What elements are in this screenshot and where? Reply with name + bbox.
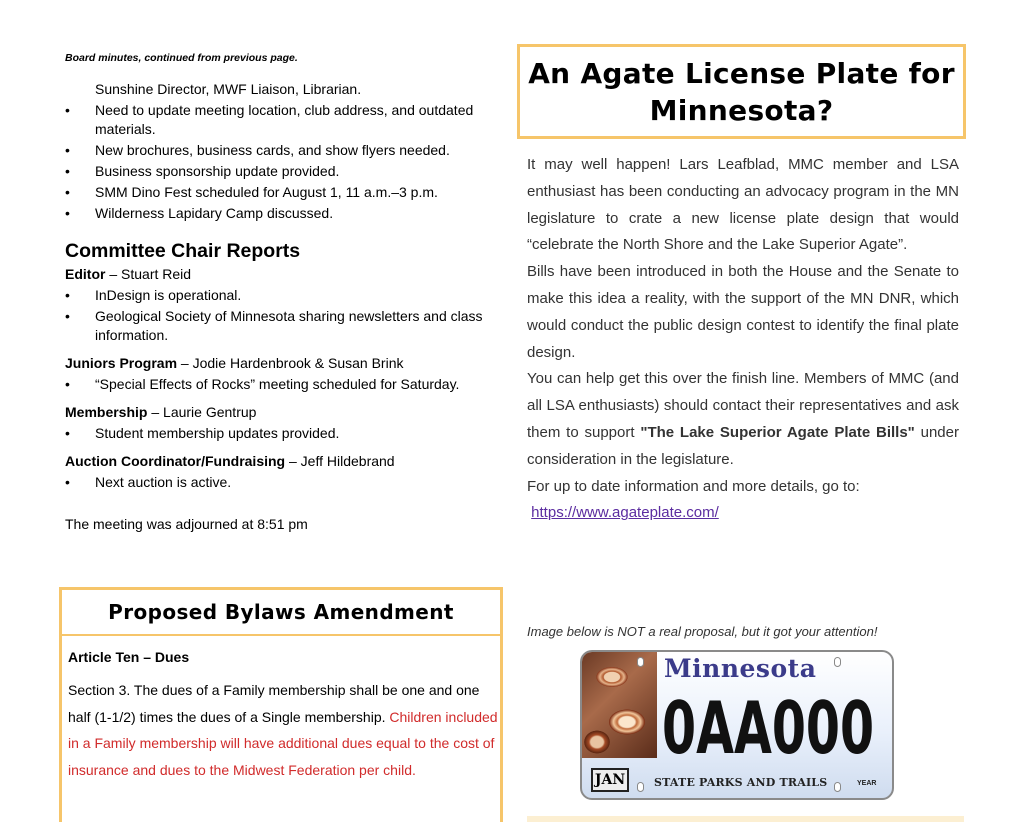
plate-number: 0AA000 — [662, 686, 875, 770]
role-person: – Laurie Gentrup — [147, 404, 257, 420]
auction-line — [65, 452, 505, 471]
list-item: • Next auction is active. — [65, 473, 505, 492]
list-item: • SMM Dino Fest scheduled for August 1, 11 a.m.–3 p.m. — [65, 183, 505, 202]
license-plate-image — [580, 650, 894, 800]
bill-name: "The Lake Superior Agate Plate Bills" — [640, 423, 915, 441]
bolt-hole — [637, 782, 644, 792]
role-person: – Stuart Reid — [105, 266, 192, 282]
list-item: • Business sponsorship update provided. — [65, 162, 505, 181]
list-item: • Wilderness Lapidary Camp discussed. — [65, 204, 505, 223]
membership-bullets — [65, 424, 505, 443]
agate-photo — [582, 652, 657, 758]
juniors-line — [65, 354, 505, 373]
editor-line — [65, 265, 505, 284]
bolt-hole — [834, 657, 841, 667]
continued-line: Sunshine Director, MWF Liaison, Librarian. — [95, 81, 362, 97]
plate-tagline: STATE PARKS AND TRAILS — [654, 776, 828, 789]
paragraph-text: You can help get this over the finish line. Members of MMC (and all LSA enthusiasts) should contact their representatives and ask them to support — [527, 370, 959, 441]
list-item: • InDesign is operational. — [65, 286, 505, 305]
list-item: • “Special Effects of Rocks” meeting scheduled for Saturday. — [65, 375, 505, 394]
board-bullet-list — [65, 101, 505, 223]
agate-title: An Agate License Plate for Minnesota? — [528, 56, 955, 127]
membership-line — [65, 403, 505, 422]
role-label: Auction Coordinator/Fundraising — [65, 453, 286, 469]
paragraph: It may well happen! Lars Leafblad, MMC member and LSA enthusiast has been conducting an advocacy program in the MN legislature to crate a new license plate design that would “celebrate the North Shore and the Lake Superior Agate”. — [527, 156, 959, 254]
committee-heading: Committee Chair Reports — [65, 240, 301, 262]
plate-year-label: YEAR — [857, 780, 877, 787]
list-item: • New brochures, business cards, and show flyers needed. — [65, 141, 505, 160]
agate-title-box — [517, 44, 966, 139]
image-caption: Image below is NOT a real proposal, but it got your attention! — [527, 624, 878, 639]
continued-note: Board minutes, continued from previous page. — [65, 52, 298, 64]
section-text — [68, 677, 498, 783]
plate-state-name: Minnesota — [664, 654, 817, 683]
section-text-red: Children included in a Family membership will have additional dues equal to the cost of insurance and dues to the Midwest Federation per child. — [68, 708, 498, 778]
plate-month-sticker: JAN — [591, 768, 629, 792]
adjourned-note: The meeting was adjourned at 8:51 pm — [65, 516, 308, 532]
role-label: Membership — [65, 404, 148, 420]
bolt-hole — [637, 657, 644, 667]
board-minutes-column — [65, 52, 505, 534]
list-item: • Need to update meeting location, club address, and outdated materials. — [65, 101, 505, 139]
paragraph: Bills have been introduced in both the House and the Senate to make this idea a reality, with the support of the MN DNR, which would conduct the public design contest to identify the final plate design. — [527, 263, 959, 361]
agate-article — [527, 152, 959, 527]
list-item: • Geological Society of Minnesota sharing newsletters and class information. — [65, 307, 505, 345]
link-line — [527, 500, 959, 527]
bolt-hole — [834, 782, 841, 792]
juniors-bullets — [65, 375, 505, 394]
bylaws-body — [62, 636, 500, 783]
bylaws-title: Proposed Bylaws Amendment — [62, 590, 500, 636]
role-label: Editor — [65, 266, 106, 282]
section-text-black: Section 3. The dues of a Family membership shall be one and one half (1-1/2) times the dues of a Single membership. — [68, 682, 480, 725]
role-person: – Jeff Hildebrand — [285, 453, 395, 469]
article-heading: Article Ten – Dues — [68, 649, 190, 665]
paragraph-text: under consideration in the legislature. — [527, 423, 959, 468]
agateplate-link[interactable]: https://www.agateplate.com/ — [531, 504, 719, 522]
editor-bullets — [65, 286, 505, 345]
list-item: • Student membership updates provided. — [65, 424, 505, 443]
bylaws-amendment-box — [59, 587, 503, 822]
role-person: – Jodie Hardenbrook & Susan Brink — [177, 355, 404, 371]
paragraph: For up to date information and more details, go to: — [527, 477, 860, 495]
paragraph — [527, 366, 959, 473]
next-box-edge — [527, 816, 964, 822]
role-label: Juniors Program — [65, 355, 178, 371]
auction-bullets — [65, 473, 505, 492]
